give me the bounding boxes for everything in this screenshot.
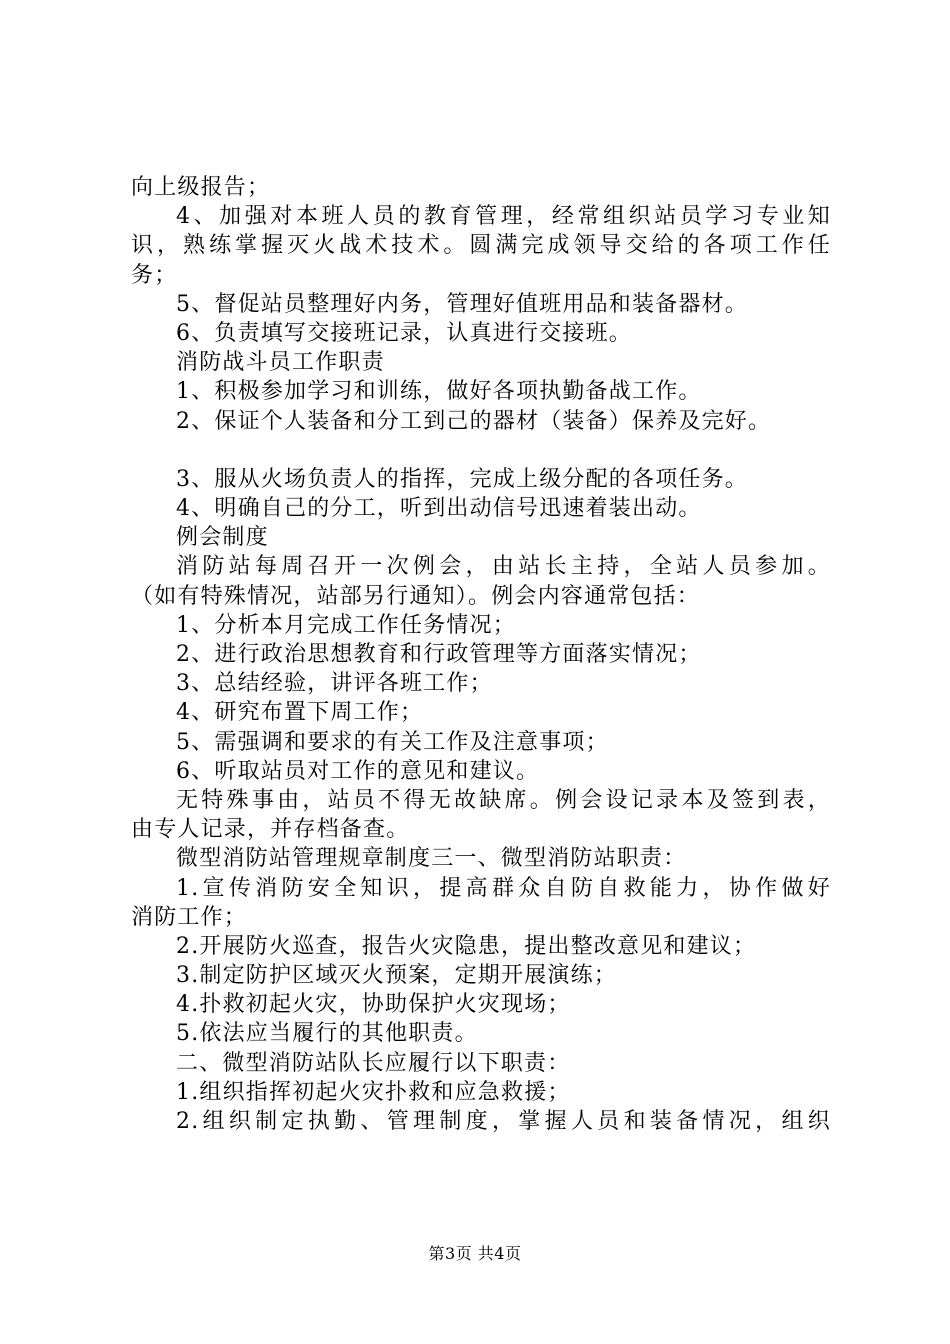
text-line: 消防工作；: [131, 904, 248, 930]
text-line: 5、督促站员整理好内务，管理好值班用品和装备器材。: [176, 291, 748, 317]
section-heading: 消防战斗员工作职责: [176, 350, 385, 376]
text-line: 1.宣传消防安全知识，提高群众自防自救能力，协作做好: [176, 875, 831, 901]
text-line: 6、听取站员对工作的意见和建议。: [176, 758, 540, 784]
text-line: 5.依法应当履行的其他职责。: [176, 1021, 478, 1047]
text-line: 务；: [131, 262, 178, 288]
text-line: 1.组织指挥初起火灾扑救和应急救援；: [176, 1079, 571, 1105]
text-line: 3、服从火场负责人的指挥，完成上级分配的各项任务。: [176, 466, 748, 492]
text-line: 1、分析本月完成工作任务情况；: [176, 612, 516, 638]
text-line: 3.制定防护区域灭火预案，定期开展演练；: [176, 963, 617, 989]
text-line: 4.扑救初起火灾，协助保护火灾现场；: [176, 992, 571, 1018]
text-line: 6、负责填写交接班记录，认真进行交接班。: [176, 320, 632, 346]
text-line: 2.组织制定执勤、管理制度，掌握人员和装备情况，组织: [176, 1109, 831, 1134]
text-line: 4、研究布置下周工作；: [176, 700, 424, 726]
text-line: 识，熟练掌握灭火战术技术。圆满完成领导交给的各项工作任: [131, 233, 831, 259]
text-line: 1、积极参加学习和训练，做好各项执勤备战工作。: [176, 379, 702, 405]
page-number: 第3页 共4页: [428, 1244, 522, 1263]
text-line: 4、加强对本班人员的教育管理，经常组织站员学习专业知: [176, 204, 831, 230]
section-heading: 例会制度: [176, 525, 269, 551]
text-line: 无特殊事由，站员不得无故缺席。例会设记录本及签到表，: [176, 787, 831, 813]
text-line: 2、保证个人装备和分工到己的器材（装备）保养及完好。: [176, 408, 772, 434]
text-line: 4、明确自己的分工，听到出动信号迅速着装出动。: [176, 496, 702, 522]
text-line: 消防站每周召开一次例会，由站长主持，全站人员参加。: [176, 554, 831, 580]
text-line: 5、需强调和要求的有关工作及注意事项；: [176, 729, 609, 755]
text-line: （如有特殊情况，站部另行通知）。例会内容通常包括：: [131, 583, 701, 609]
section-heading: 二、微型消防站队长应履行以下职责：: [176, 1050, 571, 1076]
section-heading: 微型消防站管理规章制度三一、微型消防站职责：: [176, 846, 687, 872]
text-line: 3、总结经验，讲评各班工作；: [176, 671, 493, 697]
text-line: 向上级报告；: [131, 175, 271, 200]
document-body: [131, 173, 831, 1136]
text-line: 2.开展防火巡查，报告火灾隐患，提出整改意见和建议；: [176, 933, 757, 959]
text-line: 由专人记录，并存档备查。: [131, 817, 410, 843]
blank-line: [131, 436, 831, 465]
text-line: 2、进行政治思想教育和行政管理等方面落实情况；: [176, 642, 702, 667]
